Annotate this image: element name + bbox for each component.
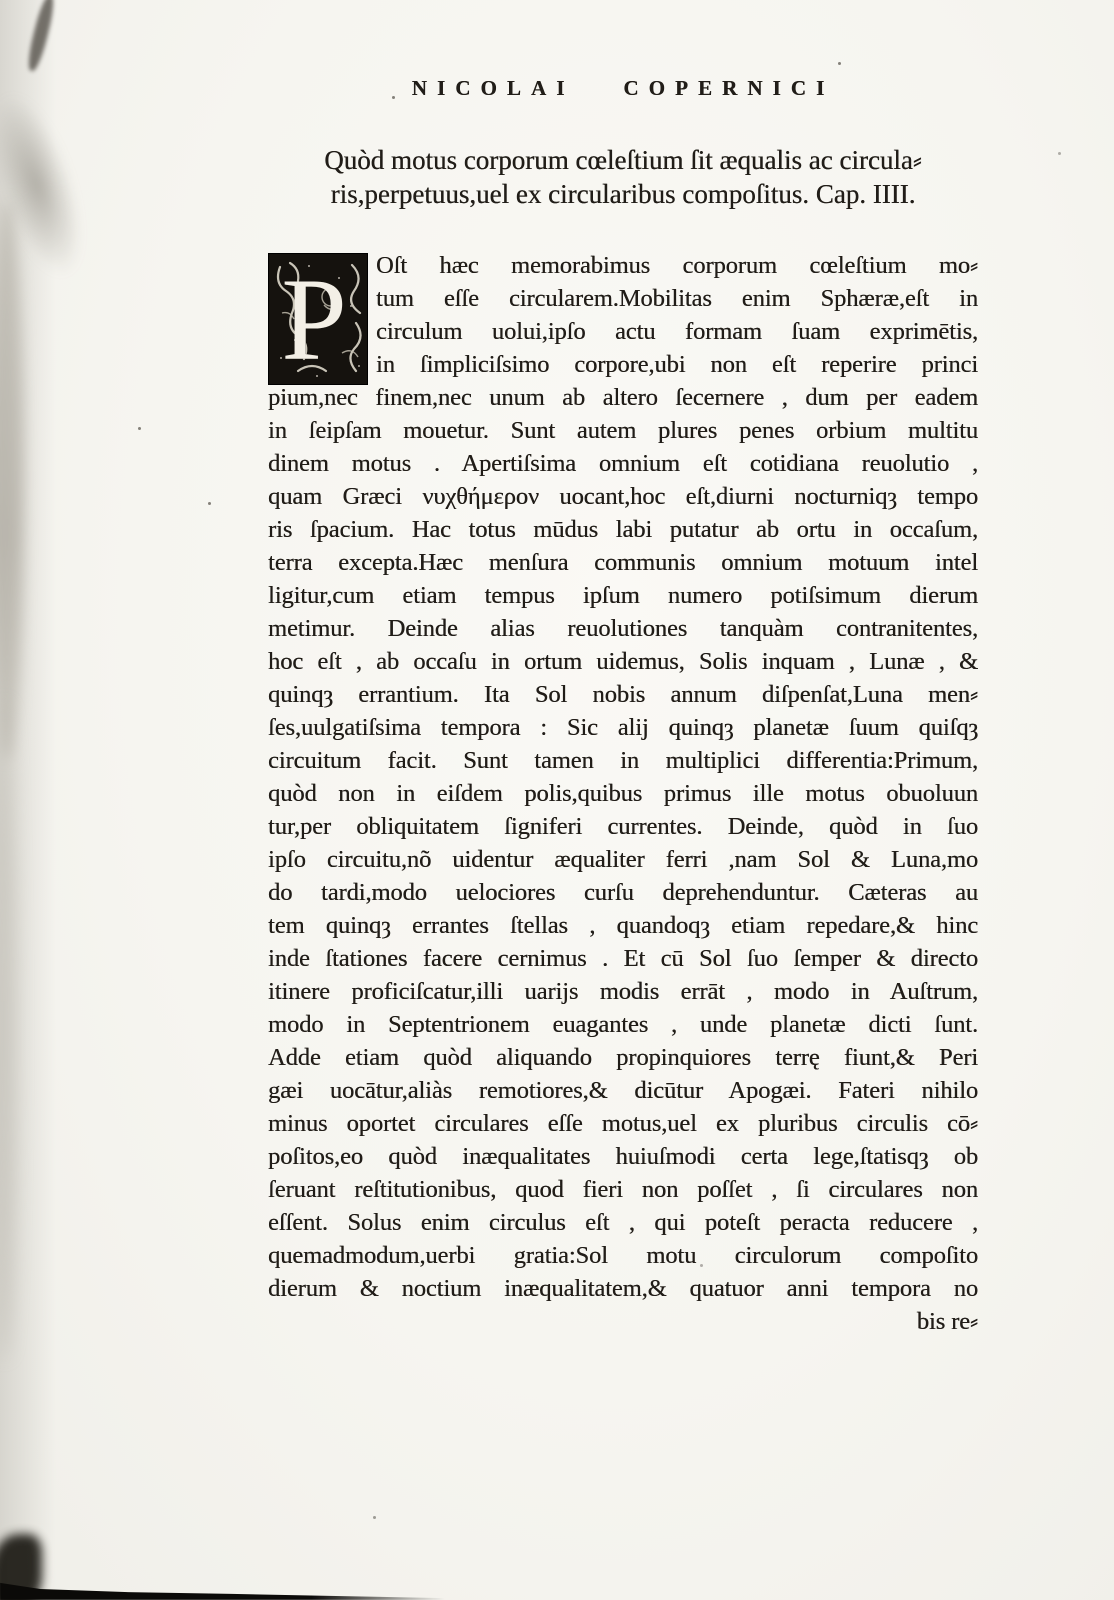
text-line: ipſo circuitu,nõ uidentur æqualiter ferri ,nam Sol & Luna,mo: [268, 846, 978, 873]
text-line: tur,per obliquitatem ſigniferi currentes. Deinde, quòd in ſuo: [268, 813, 978, 840]
text-line: ris ſpacium. Hac totus mūdus labi putatur ab ortu in occaſum,: [268, 516, 978, 543]
text-line: quemadmodum,uerbi gratia:Sol motu circulorum compoſito: [268, 1242, 978, 1269]
ink-speck: [208, 502, 211, 505]
chapter-heading-line: Quòd motus corporum cœleſtium ſit æqualis ac circula⸗: [324, 145, 922, 175]
drop-cap-woodcut-P: [268, 253, 368, 385]
chapter-heading: [268, 143, 978, 211]
text-line: circulum uolui,ipſo actu formam ſuam exprimētis,: [376, 318, 978, 345]
text-line: pium,nec finem,nec unum ab altero ſecernere , dum per eadem: [268, 384, 978, 411]
catchword: bis re⸗: [916, 1308, 978, 1335]
text-line: Adde etiam quòd aliquando propinquiores terrę fiunt,& Peri: [268, 1044, 978, 1071]
scan-smudge-soft: [0, 84, 100, 286]
chapter-heading-line: ris,perpetuus,uel ex circularibus compoſitus. Cap. IIII.: [330, 179, 916, 209]
scan-smudge-top-left: [25, 0, 57, 73]
text-line: dinem motus . Apertiſsima omnium eſt cotidiana reuolutio ,: [268, 450, 978, 477]
text-line: in ſimpliciſsimo corpore,ubi non eſt reperire princi: [376, 351, 978, 378]
body-text: [268, 249, 978, 1338]
text-line: quinqȝ errantium. Ita Sol nobis annum diſpenſat,Luna men⸗: [268, 681, 978, 708]
text-line: minus oportet circulares eſſe motus,uel ex pluribus circulis cō⸗: [268, 1110, 978, 1137]
drop-cap-illustration: [268, 253, 368, 385]
text-line: quòd non in eiſdem polis,quibus primus ille motus obuoluun: [268, 780, 978, 807]
drop-cap-letter: P: [281, 254, 347, 385]
text-line: quam Græci νυχθήμερον uocant,hoc eſt,diurni nocturniqȝ tempo: [268, 483, 978, 510]
text-line: Oſt hæc memorabimus corporum cœleſtium mo⸗: [376, 252, 978, 279]
ink-speck: [838, 62, 841, 65]
text-line: ſeruant reſtitutionibus, quod fieri non poſſet , ſi circulares non: [268, 1176, 978, 1203]
text-line: tem quinqȝ errantes ſtellas , quandoqȝ etiam repedare,& hinc: [268, 912, 978, 939]
text-line: terra excepta.Hæc menſura communis omnium motuum intel: [268, 549, 978, 576]
text-line: gæi uocātur,aliàs remotiores,& dicūtur Apogæi. Fateri nihilo: [268, 1077, 978, 1104]
text-line: ligitur,cum etiam tempus ipſum numero potiſsimum dierum: [268, 582, 978, 609]
text-line: metimur. Deinde alias reuolutiones tanquàm contranitentes,: [268, 615, 978, 642]
text-line: in ſeipſam mouetur. Sunt autem plures penes orbium multitu: [268, 417, 978, 444]
scan-bottom-blob: [0, 1534, 42, 1600]
ink-speck: [1058, 152, 1061, 155]
text-line: eſſent. Solus enim circulus eſt , qui poteſt peracta reducere ,: [268, 1209, 978, 1236]
scan-edge-streak: [0, 700, 16, 1360]
text-line: modo in Septentrionem euagantes , unde planetæ dicti ſunt.: [268, 1011, 978, 1038]
text-line: inde ſtationes facere cernimus . Et cū Sol ſuo ſemper & directo: [268, 945, 978, 972]
text-line: circuitum facit. Sunt tamen in multiplici differentia:Primum,: [268, 747, 978, 774]
text-line: poſitos,eo quòd inæqualitates huiuſmodi certa lege,ſtatisqȝ ob: [268, 1143, 978, 1170]
ink-speck: [373, 1516, 376, 1519]
text-line: ſes,uulgatiſsima tempora : Sic alij quinqȝ planetæ ſuum quiſqȝ: [268, 714, 978, 741]
text-line: do tardi,modo uelociores curſu deprehenduntur. Cæteras au: [268, 879, 978, 906]
scan-bottom-band: [0, 1581, 445, 1600]
text-line: tum eſſe circularem.Mobilitas enim Sphæræ,eſt in: [376, 285, 978, 312]
scan-edge-streak: [0, 200, 24, 760]
ink-speck: [138, 427, 141, 430]
text-line: itinere proficiſcatur,illi uarijs modis errāt , modo in Auſtrum,: [268, 978, 978, 1005]
running-header: NICOLAI COPERNICI: [411, 76, 835, 100]
text-line: dierum & noctium inæqualitatem,& quatuor anni tempora no: [268, 1275, 978, 1302]
text-line: hoc eſt , ab occaſu in ortum uidemus, Solis inquam , Lunæ , &: [268, 648, 978, 675]
